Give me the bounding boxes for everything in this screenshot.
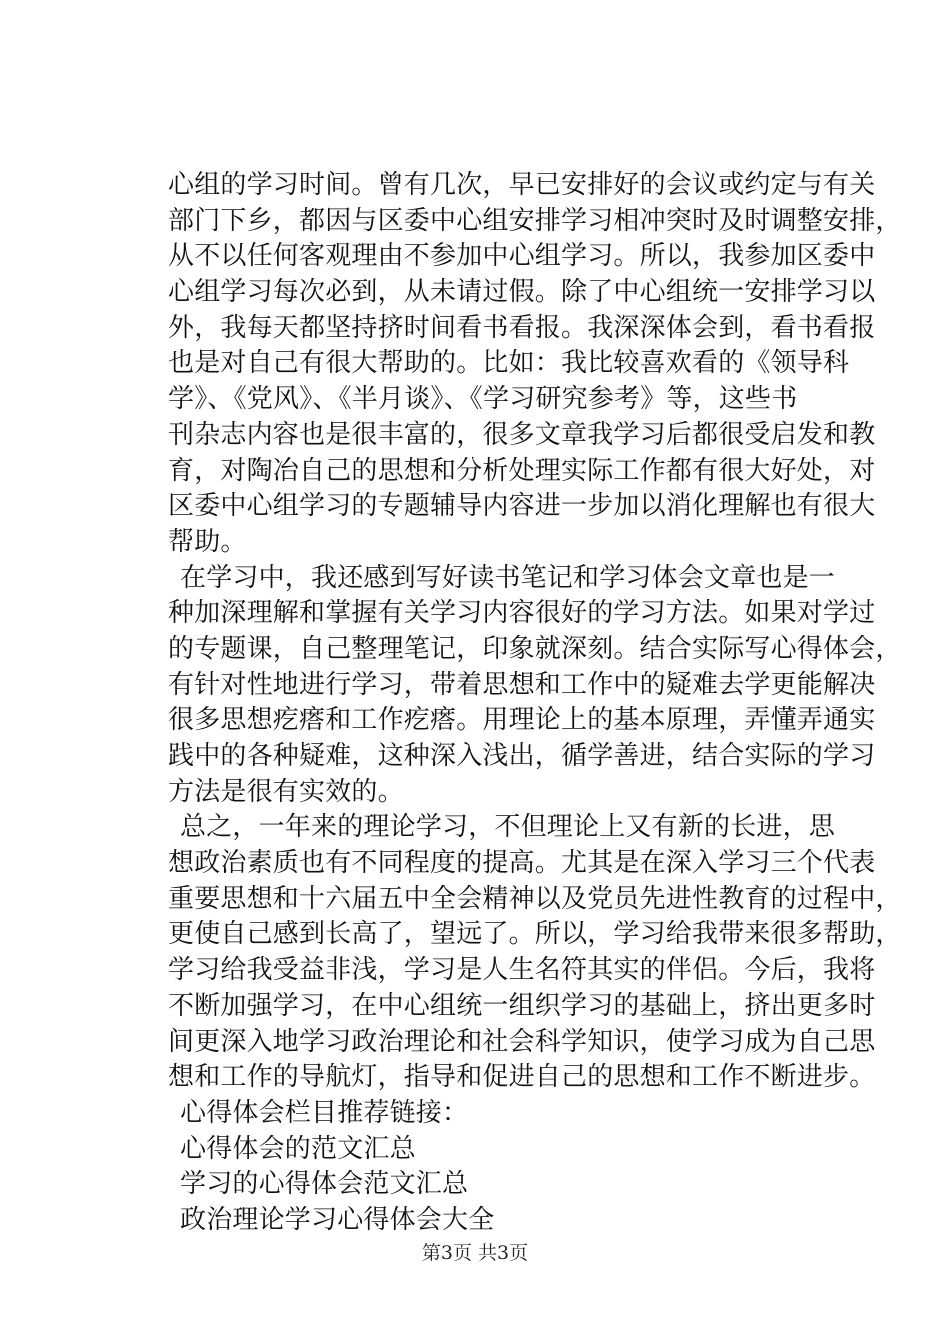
- paragraph-line: 有针对性地进行学习，带着思想和工作中的疑难去学更能解决: [168, 669, 876, 700]
- paragraph-line: 学习给我受益非浅，学习是人生名符其实的伴侣。今后，我将: [168, 955, 876, 986]
- paragraph-line: 也是对自己有很大帮助的。比如：我比较喜欢看的《领导科: [168, 348, 850, 379]
- paragraph-line: 重要思想和十六届五中全会精神以及党员先进性教育的过程中，: [168, 883, 902, 914]
- page-number-footer: 第3页 共3页: [421, 1242, 529, 1264]
- recommended-link[interactable]: 政治理论学习心得体会大全: [180, 1204, 495, 1235]
- paragraph-line: 想政治素质也有不同程度的提高。尤其是在深入学习三个代表: [168, 848, 876, 879]
- paragraph-line: 很多思想疙瘩和工作疙瘩。用理论上的基本原理，弄懂弄通实: [168, 705, 876, 736]
- recommended-links-heading: 心得体会栏目推荐链接：: [180, 1097, 469, 1128]
- recommended-link[interactable]: 学习的心得体会范文汇总: [180, 1169, 469, 1200]
- paragraph-line: 心组的学习时间。曾有几次，早已安排好的会议或约定与有关: [168, 170, 876, 200]
- paragraph-line: 想和工作的导航灯，指导和促进自己的思想和工作不断进步。: [168, 1062, 876, 1093]
- paragraph-line: 种加深理解和掌握有关学习内容很好的学习方法。如果对学过: [168, 598, 876, 629]
- paragraph-line: 区委中心组学习的专题辅导内容进一步加以消化理解也有很大: [168, 491, 876, 522]
- paragraph-line: 在学习中，我还感到写好读书笔记和学习体会文章也是一: [180, 562, 836, 593]
- paragraph-line: 帮助。: [168, 526, 247, 557]
- paragraph-line: 更使自己感到长高了，望远了。所以，学习给我带来很多帮助，: [168, 919, 902, 950]
- paragraph-line: 刊杂志内容也是很丰富的，很多文章我学习后都很受启发和教: [168, 419, 876, 450]
- recommended-link[interactable]: 心得体会的范文汇总: [180, 1133, 416, 1164]
- paragraph-line: 间更深入地学习政治理论和社会科学知识，使学习成为自己思: [168, 1026, 876, 1057]
- paragraph-line: 践中的各种疑难，这种深入浅出，循学善进，结合实际的学习: [168, 741, 876, 771]
- paragraph-line: 育，对陶冶自己的思想和分析处理实际工作都有很大好处，对: [168, 455, 876, 486]
- paragraph-line: 总之，一年来的理论学习，不但理论上又有新的长进，思: [180, 812, 836, 843]
- paragraph-line: 部门下乡，都因与区委中心组安排学习相冲突时及时调整安排，: [168, 205, 902, 236]
- document-body: [168, 168, 902, 1239]
- paragraph-line: 不断加强学习，在中心组统一组织学习的基础上，挤出更多时: [168, 990, 876, 1021]
- paragraph-line: 从不以任何客观理由不参加中心组学习。所以，我参加区委中: [168, 241, 876, 272]
- paragraph-line: 外，我每天都坚持挤时间看书看报。我深深体会到，看书看报: [168, 312, 876, 343]
- paragraph-line: 心组学习每次必到，从未请过假。除了中心组统一安排学习以: [168, 277, 876, 308]
- paragraph-line: 学》、《党风》、《半月谈》、《学习研究参考》等，这些书: [168, 384, 798, 415]
- paragraph-line: 的专题课，自己整理笔记，印象就深刻。结合实际写心得体会，: [168, 633, 902, 664]
- paragraph-line: 方法是很有实效的。: [168, 776, 404, 807]
